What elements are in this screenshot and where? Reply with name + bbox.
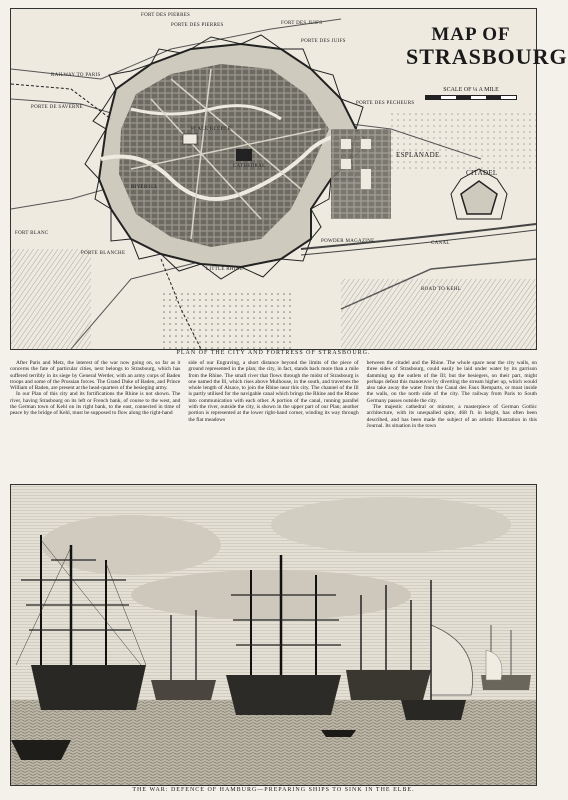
scale-label: SCALE OF ¼ A MILE	[443, 87, 499, 93]
label-railway-to-paris: RAILWAY TO PARIS	[51, 73, 101, 78]
paragraph: between the citadel and the Rhine. The whole space near the city walls, on three sides of Strasbourg, could easily be laid under water by its garrison damming up the outlets of the Ill; but the besiegers, on their part, might perhaps defeat this manœuvre by diverting the stream higher up, which would also take away the water from the Canal des Faux Remparts, or moat inside the walls, on the north side of the city. The railway from Paris to South Germany passes outside the city.	[366, 360, 537, 404]
label-river-ill: RIVER ILL	[131, 185, 158, 190]
engraving-drawing	[11, 485, 536, 785]
label-road-to-kehl: ROAD TO KEHL	[421, 287, 462, 292]
label-porte-des-pecheurs: PORTE DES PECHEURS	[356, 101, 415, 106]
article-column-2	[188, 360, 358, 476]
article-column-3	[367, 360, 537, 476]
label-citadel: CITADEL	[466, 169, 498, 177]
label-canal: CANAL	[431, 241, 450, 246]
label-porte-des-pierres: PORTE DES PIERRES	[171, 23, 224, 28]
paragraph: In our Plan of this city and its fortifications the Rhine is not shown. The river, having Strasbourg on its left or French bank, of course to the west, and the German town of Kehl on its right bank, to the east, connected in time of peace by the bridge of Kehl, must be supposed to flow along the right-hand	[10, 391, 181, 417]
map-title	[406, 24, 568, 69]
ships-engraving	[10, 484, 537, 786]
label-porte-blanche: PORTE BLANCHE	[81, 251, 126, 256]
label-fort-blanc: FORT BLANC	[15, 231, 49, 236]
label-porte-de-saverne: PORTE DE SAVERNE	[31, 105, 83, 110]
label-cathedral: CATHEDRAL	[233, 164, 266, 169]
label-place-kleber: PLACE KLEBER	[191, 127, 232, 132]
paragraph: After Paris and Metz, the interest of the war now going on, so far as it concerns the fate of particular cities, next belongs to Strasbourg, which has suffered terribly in its siege by General Werder, with an army corps of Baden troops and some of the Prussian forces. The Grand Duke of Baden, and Prince William of Baden, are present at the head-quarters of the besieging army.	[10, 360, 181, 392]
label-porte-des-juifs: PORTE DES JUIFS	[301, 39, 346, 44]
label-fort-des-juifs: FORT DES JUIFS	[281, 21, 323, 26]
label-fort-des-pierres: FORT DES PIERRES	[141, 13, 191, 18]
map-title-line2: STRASBOURG	[406, 44, 568, 69]
paragraph: The majestic cathedral or minster, a masterpiece of German Gothic architecture, with its unequalled spire, 468 ft. in height, has often been described, and has been made the subject of an artistic Illustration in this Journal. Its situation in the town	[366, 404, 537, 429]
scale-bar	[425, 95, 517, 100]
map-caption: PLAN OF THE CITY AND FORTRESS OF STRASBOURG.	[176, 350, 371, 356]
label-little-rhine: LITTLE RHINE	[206, 267, 244, 272]
engraving-caption: THE WAR: DEFENCE OF HAMBURG—PREPARING SHIPS TO SINK IN THE ELBE.	[132, 787, 415, 793]
paragraph: side of our Engraving, a short distance beyond the limits of the piece of ground represented in the plan; the city, in fact, stands back more than a mile from the Rhine. The small river that flows through the midst of Strasbourg is one named the Ill, which rises above Mulhouse, in the south, and traverses the whole length of Alsace, to join the Rhine near this city. The channel of the Ill is partly utilised for the navigable canal which brings the Rhine and the Rhone into communication with each other. A portion of the canal, running parallel with the river, outside the city, is shown in the upper part of our Plan; another portion is represented at the lower right-hand corner, winding its way through the flat meadows	[188, 360, 359, 423]
article-column-1	[10, 360, 180, 476]
label-esplanade: ESPLANADE	[396, 151, 440, 159]
strasbourg-map	[10, 8, 568, 350]
article-body	[10, 360, 537, 476]
label-powder-magazine: POWDER MAGAZINE	[321, 239, 375, 244]
map-title-line1: MAP OF	[431, 24, 511, 45]
map-scale	[416, 87, 526, 100]
